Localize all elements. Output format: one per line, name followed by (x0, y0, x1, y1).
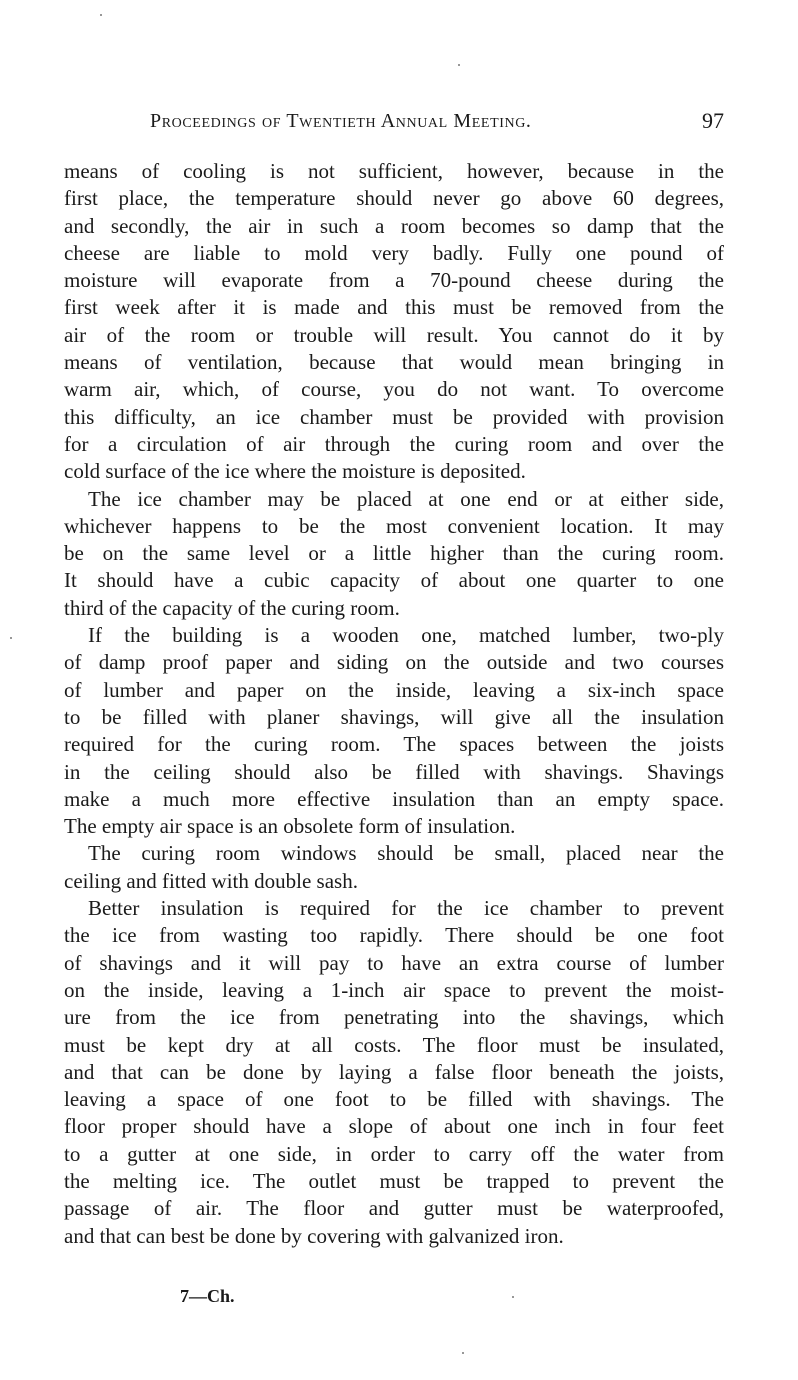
running-title: Proceedings of Twentieth Annual Meeting. (150, 110, 532, 132)
body-text (64, 158, 724, 1250)
text-line: It should have a cubic capacity of about one quarter to one (64, 568, 724, 593)
text-line: the melting ice. The outlet must be trapped to prevent the (64, 1168, 724, 1193)
text-line: cold surface of the ice where the moisture is deposited. (64, 459, 526, 484)
text-line: this difficulty, an ice chamber must be provided with provision (64, 404, 724, 429)
text-line: and that can be done by laying a false floor beneath the joists, (64, 1059, 724, 1084)
signature-mark: 7—Ch. (180, 1286, 235, 1306)
paragraph (64, 486, 724, 622)
paragraph (64, 622, 724, 840)
text-line: third of the capacity of the curing room. (64, 595, 400, 620)
text-line: and secondly, the air in such a room becomes so damp that the (64, 213, 724, 238)
text-line: on the inside, leaving a 1-inch air space to prevent the moist- (64, 977, 724, 1002)
text-line: If the building is a wooden one, matched lumber, two-ply (88, 623, 724, 648)
text-line: ure from the ice from penetrating into the shavings, which (64, 1005, 724, 1030)
text-line: for a circulation of air through the curing room and over the (64, 431, 724, 456)
text-line: the ice from wasting too rapidly. There should be one foot (64, 923, 724, 948)
text-line: be on the same level or a little higher than the curing room. (64, 541, 724, 566)
text-line: required for the curing room. The spaces between the joists (64, 732, 724, 757)
text-line: make a much more effective insulation than an empty space. (64, 786, 724, 811)
text-line: whichever happens to be the most convenient location. It may (64, 513, 724, 538)
text-line: leaving a space of one foot to be filled with shavings. The (64, 1087, 724, 1112)
text-line: passage of air. The floor and gutter must be waterproofed, (64, 1196, 724, 1221)
text-line: to be filled with planer shavings, will give all the insulation (64, 704, 724, 729)
text-line: first week after it is made and this must be removed from the (64, 295, 724, 320)
scan-speck (10, 637, 12, 639)
paragraph (64, 840, 724, 895)
page-header (64, 106, 724, 140)
text-line: The curing room windows should be small, placed near the (88, 841, 724, 866)
text-line: means of cooling is not sufficient, however, because in the (64, 159, 724, 183)
page-number: 97 (702, 108, 724, 133)
text-line: ceiling and fitted with double sash. (64, 868, 358, 893)
scan-speck (462, 1352, 464, 1354)
text-line: The ice chamber may be placed at one end or at either side, (88, 486, 724, 511)
text-line: Better insulation is required for the ice chamber to prevent (88, 896, 724, 921)
text-line: moisture will evaporate from a 70-pound cheese during the (64, 268, 724, 293)
scan-speck (512, 1296, 514, 1298)
text-line: first place, the temperature should never go above 60 degrees, (64, 186, 724, 211)
paragraph (64, 895, 724, 1250)
text-line: in the ceiling should also be filled with shavings. Shavings (64, 759, 724, 784)
text-line: of shavings and it will pay to have an extra course of lumber (64, 950, 724, 975)
text-line: warm air, which, of course, you do not want. To overcome (64, 377, 724, 402)
text-line: means of ventilation, because that would mean bringing in (64, 350, 724, 375)
text-line: The empty air space is an obsolete form of insulation. (64, 814, 516, 839)
text-line: floor proper should have a slope of about one inch in four feet (64, 1114, 724, 1139)
text-line: and that can best be done by covering with galvanized iron. (64, 1223, 564, 1248)
text-line: cheese are liable to mold very badly. Fully one pound of (64, 240, 724, 265)
text-line: of damp proof paper and siding on the outside and two courses (64, 650, 724, 675)
text-line: air of the room or trouble will result. You cannot do it by (64, 322, 724, 347)
scan-speck (458, 64, 460, 66)
text-line: of lumber and paper on the inside, leaving a six-inch space (64, 677, 724, 702)
text-line: to a gutter at one side, in order to carry off the water from (64, 1141, 724, 1166)
text-line: must be kept dry at all costs. The floor must be insulated, (64, 1032, 724, 1057)
scan-speck (100, 14, 102, 16)
paragraph (64, 158, 724, 486)
